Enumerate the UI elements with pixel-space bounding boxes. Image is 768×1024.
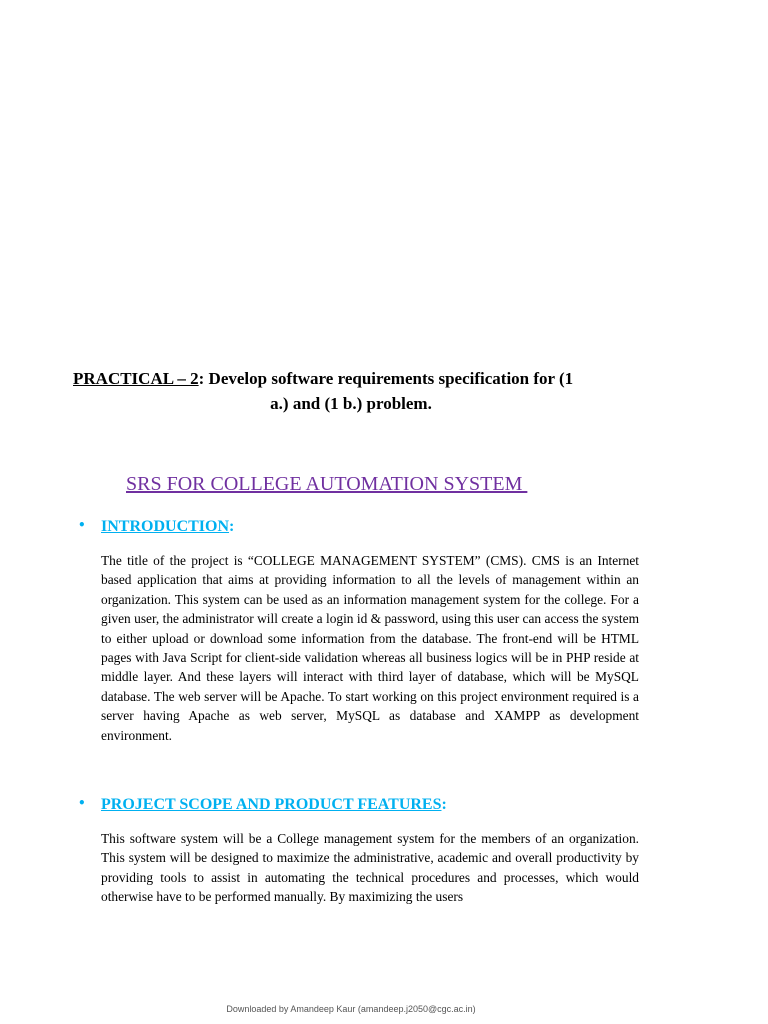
introduction-heading (78, 515, 234, 537)
scope-paragraph: This software system will be a College management system for the members of an organization. This system will be designed to maximize the administrative, academic and overall productivity by providing tools to assist in automating the technical procedures and processes, which would otherwise have to be performed manually. By maximizing the users (101, 831, 639, 905)
introduction-heading-colon: : (229, 518, 235, 535)
bullet-icon: • (78, 796, 86, 810)
practical-heading (73, 366, 643, 416)
srs-title: SRS FOR COLLEGE AUTOMATION SYSTEM (126, 473, 528, 495)
scope-heading (78, 793, 447, 815)
download-footer: Downloaded by Amandeep Kaur (amandeep.j2050@cgc.ac.in) (226, 1004, 476, 1014)
scope-heading-colon: : (441, 796, 447, 813)
scope-heading-label: PROJECT SCOPE AND PRODUCT FEATURES (101, 796, 442, 813)
bullet-icon: • (78, 518, 86, 532)
practical-heading-line2: a.) and (1 b.) problem. (270, 394, 432, 413)
introduction-paragraph: The title of the project is “COLLEGE MANAGEMENT SYSTEM” (CMS). CMS is an Internet based application that aims at providing information to all the levels of management within an organization. This system can be used as an information management system for the college. For a given user, the administrator will create a login id & password, using this user can access the system to either upload or download some information from the database. The front-end will be HTML pages with Java Script for client-side validation whereas all business logics will be in PHP reside at middle layer. And these layers will interact with third layer of database, which will be MySQL database. The web server will be Apache. To start working on this project environment required is a server having Apache as web server, MySQL as database and XAMPP as development environment. (101, 553, 639, 743)
practical-heading-line1: : Develop software requirements specification for (1 (198, 369, 574, 388)
practical-label: PRACTICAL – 2 (73, 369, 199, 388)
introduction-heading-label: INTRODUCTION (101, 518, 230, 535)
